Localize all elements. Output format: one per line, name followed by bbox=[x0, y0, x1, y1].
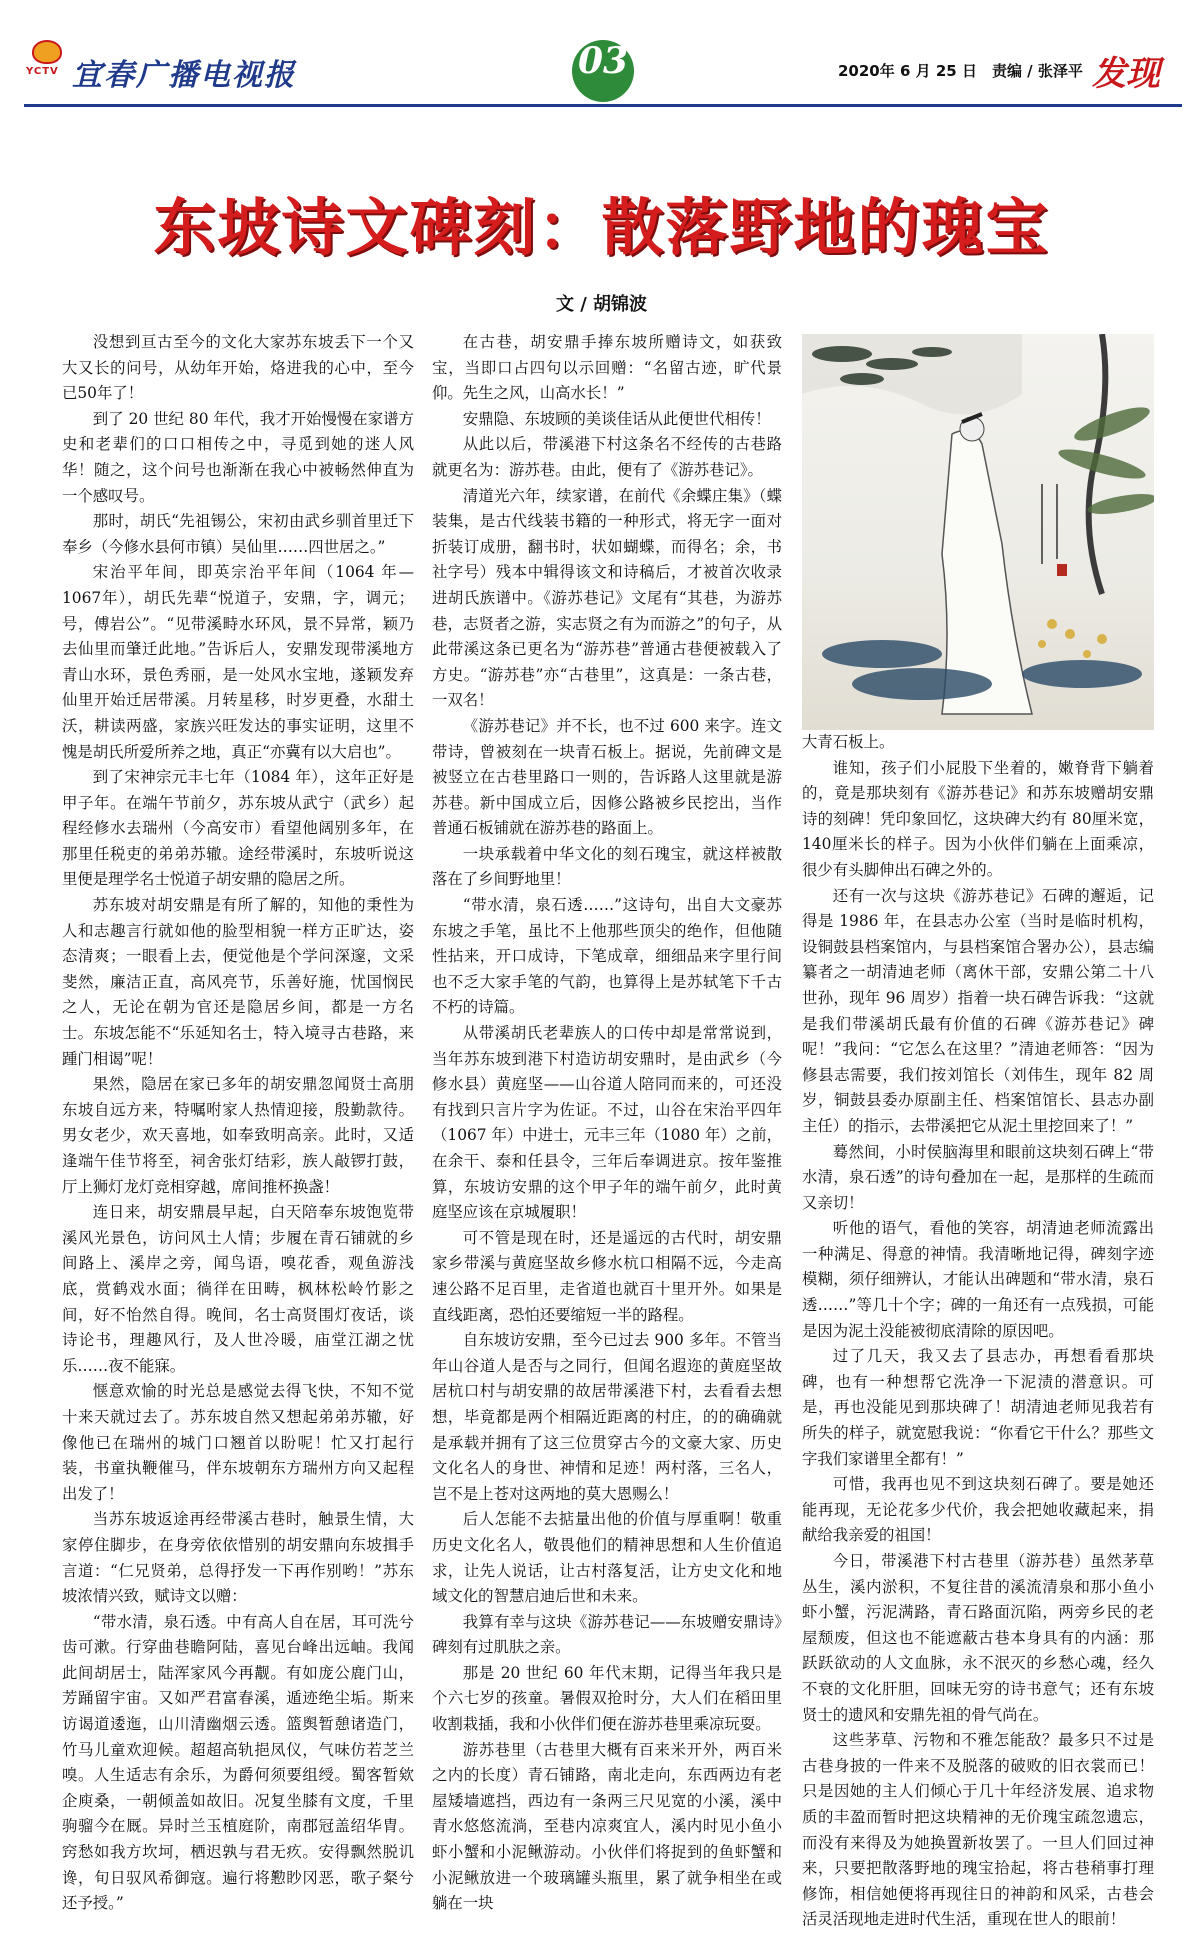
paragraph: 后人怎能不去掂量出他的价值与厚重啊！敬重历史文化名人，敬畏他们的精神思想和人生价值追求，让先人说话，让古村落复活，让方史文化和地域文化的智慧启迪后世和未来。 bbox=[432, 1510, 782, 1606]
paragraph: 还有一次与这块《游苏巷记》石碑的邂逅，记得是 1986 年，在县志办公室（当时是临时机构，设铜鼓县档案馆内，与县档案馆合署办公），县志编纂者之一胡清迪老师（离休干部，安鼎公第二十八世孙，现年 96 周岁）指着一块石碑告诉我：“这就是我们带溪胡氏最有价值的石碑《游苏巷记》碑呢！”我问：“它怎么在这里？”清迪老师答：“因为修县志需要，我们按刘馆长（刘伟生，现年 82 周岁，铜鼓县委办原副主任、档案馆馆长、县志办副主任）的指示，去带溪把它从泥土里挖回来了！” bbox=[802, 886, 1154, 1135]
paragraph: 谁知，孩子们小屁股下坐着的，嫩脊背下躺着的，竟是那块刻有《游苏巷记》和苏东坡赠胡安鼎诗的刻碑！凭印象回忆，这块碑大约有 80厘米宽，140厘米长的样子。因为小伙伴们躺在上面乘凉，很少有头脚伸出石碑之外的。 bbox=[802, 758, 1154, 879]
paragraph: 游苏巷里（古巷里大概有百来米开外，两百米之内的长度）青石铺路，南北走向，东西两边有老屋矮墙遮挡，西边有一条两三尺见宽的小溪，溪中青水悠悠流淌，至巷内凉爽宜人，溪内时见小鱼小虾小蟹和小泥鳅游动。小伙伴们将捉到的鱼虾蟹和小泥鳅放进一个玻璃罐头瓶里，累了就争相坐在或躺在一块 bbox=[432, 1740, 782, 1913]
paragraph: 大青石板上。 bbox=[802, 733, 895, 751]
paragraph: 《游苏巷记》并不长，也不过 600 来字。连文带诗，曾被刻在一块青石板上。据说，先前碑文是被竖立在古巷里路口一则的，告诉路人这里就是游苏巷。新中国成立后，因修公路被乡民挖出，当作普通石板铺就在游苏巷的路面上。 bbox=[432, 716, 782, 838]
ink-painting-of-su-dongpo-icon bbox=[802, 334, 1154, 730]
paragraph: 一块承载着中华文化的刻石瑰宝，就这样被散落在了乡间野地里！ bbox=[432, 844, 782, 889]
paragraph: 苏东坡对胡安鼎是有所了解的，知他的秉性为人和志趣言行就如他的脸型相貌一样方正旷达，姿态清爽；一眼看上去，便觉他是个学问深邃，文采斐然，廉洁正直，高风亮节，乐善好施，忧国悯民之人，无论在朝为官还是隐居乡间，都是一方名士。东坡怎能不“乐延知名士，特入境寻古巷路，来踵门相谒”呢！ bbox=[62, 896, 414, 1068]
paragraph: 到了宋神宗元丰七年（1084 年），这年正好是甲子年。在端午节前夕，苏东坡从武宁（武乡）起程经修水去瑞州（今高安市）看望他阔别多年，在那里任税吏的弟弟苏辙。途经带溪时，东坡听说这里便是理学名士悦道子胡安鼎的隐居之所。 bbox=[62, 768, 414, 889]
paragraph: 宋治平年间，即英宗治平年间（1064 年—1067年），胡氏先辈“悦道子，安鼎，字，调元；号，傅岩公”。“见带溪畤水环风，景不异常，颖乃去仙里而肇迁此地。”告诉后人，安鼎发现带溪地方青山水环，景色秀丽，是一处风水宝地，遂颖发弃仙里开始迁居带溪。月转星移，时岁更叠，水甜土沃，耕读两盛，家族兴旺发达的事实证明，这里不愧是胡氏所爱所养之地，真正“亦冀有以大启也”。 bbox=[62, 563, 414, 761]
paragraph: 我算有幸与这块《游苏巷记——东坡赠安鼎诗》碑刻有过肌肤之亲。 bbox=[432, 1612, 782, 1657]
sun-logo-icon bbox=[32, 40, 62, 64]
paragraph: 惬意欢愉的时光总是感觉去得飞快，不知不觉十来天就过去了。苏东坡自然又想起弟弟苏辙，好像他已在瑞州的城门口翘首以盼呢！忙又打起行装，书童执鞭催马，伴东坡朝东方瑞州方向又起程出发了！ bbox=[62, 1382, 414, 1503]
paragraph: 在古巷，胡安鼎手捧东坡所赠诗文，如获致宝，当即口占四句以示回赠：“名留古迹，旷代景仰。先生之风，山高水长！” bbox=[432, 333, 782, 403]
paragraph: 自东坡访安鼎，至今已过去 900 多年。不管当年山谷道人是否与之同行，但闻名遐迩的黄庭坚故居杭口村与胡安鼎的故居带溪港下村，去看看去想想，毕竟都是两个相隔近距离的村庄，的的确确就是承载并拥有了这三位贯穿古今的文豪大家、历史文化名人的身世、神情和足迹！两村落，三名人，岂不是上苍对这两地的莫大恩赐么！ bbox=[432, 1331, 782, 1503]
paragraph: 听他的语气，看他的笑容，胡清迪老师流露出一种满足、得意的神情。我清晰地记得，碑刻字迹模糊，须仔细辨认，才能认出碑题和“带水清，泉石透……”等几十个字；碑的一角还有一点残损，可能是因为泥土没能被彻底清除的原因吧。 bbox=[802, 1219, 1154, 1340]
paragraph: 那是 20 世纪 60 年代末期，记得当年我只是个六七岁的孩童。暑假双抢时分，大人们在稻田里收割栽插，我和小伙伴们便在游苏巷里乘凉玩耍。 bbox=[432, 1663, 782, 1734]
paragraph: 安鼎隐、东坡顾的美谈佳话从此便世代相传！ bbox=[462, 409, 771, 428]
paragraph: 当苏东坡返途再经带溪古巷时，触景生情，大家停住脚步，在身旁依依惜别的胡安鼎向东坡揖手言道：“仁兄贤弟，总得抒发一下再作别哟！”苏东坡浓情兴致，赋诗文以赠： bbox=[62, 1510, 414, 1606]
masthead bbox=[0, 0, 1203, 120]
paragraph: 到了 20 世纪 80 年代，我才开始慢慢在家谱方史和老辈们的口口相传之中，寻觅到她的迷人风华！随之，这个问号也渐渐在我心中被畅然伸直为一个感叹号。 bbox=[62, 409, 414, 505]
paragraph: 这些茅草、污物和不雅怎能敌？最多只不过是古巷身披的一件来不及脱落的破败的旧衣裳而已！只是因她的主人们倾心于几十年经济发展、追求物质的丰盈而暂时把这块精神的无价瑰宝疏忽遗忘，而没有来得及为她换置新妆罢了。一旦人们回过神来，只要把散落野地的瑰宝拾起，将古巷稍事打理修饰，相信她便将再现往日的神韵和风采，古巷会活灵活现地走进时代生活，重现在世人的眼前！ bbox=[802, 1731, 1154, 1929]
masthead-divider bbox=[24, 104, 1182, 107]
page-number-badge: 03 bbox=[572, 40, 634, 102]
paragraph: “带水清，泉石透……”这诗句，出自大文豪苏东坡之手笔，虽比不上他那些顶尖的绝作，但他随性拈来，开口成诗，下笔成章，细细品来字里行间也不乏大家手笔的气韵，也算得上是苏轼笔下千古不朽的诗篇。 bbox=[432, 896, 782, 1017]
poem-paragraph: “带水清，泉石透。中有高人自在居，耳可洗兮齿可漱。行穿曲巷瞻阿陆，喜见台峰出远岫。我闻此间胡居士，陆浑家风今再觏。有如庞公鹿门山，芳踊留宇宙。又如严君富春溪，遁迹绝尘垢。斯来访谒道逶迤，山川清幽烟云透。篮舆暂憩诸造门，竹马儿童欢迎候。超超高轨挹凤仪，气味仿若芝兰嗅。人生适志有余乐，为爵何须要组绶。蜀客暂欸企庾桑，一朝倾盖如故旧。况复坐膝有文度，千里驹骝今在厩。异时兰玉植庭阶，南郡冠盖绍华胄。窍愁如我方坎坷，栖迟孰与君无疚。安得飘然脱讥谗，旬日驭风希御寇。遍行将懃眇冈恶，歌子粲兮还予授。” bbox=[62, 1612, 414, 1913]
paragraph: 今日，带溪港下村古巷里（游苏巷）虽然茅草丛生，溪内淤积，不复往昔的溪流清泉和那小鱼小虾小蟹，污泥满路，青石路面沉陷，两旁乡民的老屋颓废，但这也不能遮蔽古巷本身具有的内涵：那跃跃欲动的人文血脉，永不泯灭的乡愁心魂，经久不衰的文化肝胆，回味无穷的诗书意气；还有东坡贤士的遗风和安鼎先祖的骨气尚在。 bbox=[802, 1552, 1154, 1724]
paragraph: 可惜，我再也见不到这块刻石碑了。要是她还能再现，无论花多少代价，我会把她收藏起来，捐献给我亲爱的祖国！ bbox=[802, 1475, 1154, 1545]
paragraph: 清道光六年，续家谱，在前代《余蝶庄集》（蝶装集，是古代线装书籍的一种形式，将无字一面对折装订成册，翻书时，状如蝴蝶，而得名；余，书社字号）残本中辑得该文和诗稿后，才被首次收录进胡氏族谱中。《游苏巷记》文尾有“其巷，为游苏巷，志贤者之游，实志贤之有为而游之”的句子，从此带溪这条已更名为“游苏巷”普通古巷便被载入了方史。“游苏巷”亦“古巷里”，这真是：一条古巷，一双名！ bbox=[432, 486, 782, 710]
paragraph: 从带溪胡氏老辈族人的口传中却是常常说到，当年苏东坡到港下村造访胡安鼎时，是由武乡（今修水县）黄庭坚——山谷道人陪同而来的，可还没有找到只言片字为佐证。不过，山谷在宋治平四年（1067 年）中进士，元丰三年（1080 年）之前，在余干、泰和任县令，三年后奉调进京。按年鉴推算，东坡访安鼎的这个甲子年的端午前夕，此时黄庭坚应该在京城履职！ bbox=[432, 1024, 782, 1222]
article-column-1 bbox=[62, 330, 414, 1917]
paragraph: 那时，胡氏“先祖锡公，宋初由武乡驯首里迁下奉乡（今修水县何市镇）吴仙里……四世居之。” bbox=[62, 512, 414, 556]
section-name: 发现 bbox=[1092, 54, 1160, 94]
paragraph: 从此以后，带溪港下村这条名不经传的古巷路就更名为：游苏巷。由此，便有了《游苏巷记》。 bbox=[432, 435, 782, 479]
yctv-logo bbox=[26, 38, 70, 82]
article-headline: 东坡诗文碑刻：散落野地的瑰宝 bbox=[153, 191, 1050, 264]
paragraph: 可不管是现在时，还是遥远的古代时，胡安鼎家乡带溪与黄庭坚故乡修水杭口相隔不远，今走高速公路不足百里，走省道也就百十里开外。如果是直线距离，恐怕还要缩短一半的路程。 bbox=[432, 1228, 782, 1324]
paragraph: 没想到亘古至今的文化大家苏东坡丢下一个又大又长的问号，从幼年开始，烙进我的心中，至今已50年了！ bbox=[62, 333, 414, 403]
paragraph: 连日来，胡安鼎晨早起，白天陪奉东坡饱览带溪风光景色，访问风土人情；步履在青石铺就的乡间路上、溪岸之旁，闻鸟语，嗅花香，观鱼游浅底，赏鹤戏水面；徜徉在田畴，枫林松岭竹影之间，好不怡然自得。晚间，名士高贤围灯夜话，谈诗论书，理趣风行，及人世冷暖，庙堂江湖之忧乐……夜不能寐。 bbox=[62, 1203, 414, 1375]
paragraph: 果然，隐居在家已多年的胡安鼎忽闻贤士高朋东坡自远方来，特嘱咐家人热情迎接，殷勤款待。男女老少，欢天喜地，如奉致明高亲。此时，又适逢端午佳节将至，祠舍张灯结彩，族人敲锣打鼓，厅上狮灯龙灯竞相穿越，席间推杯换盏！ bbox=[62, 1075, 414, 1196]
newspaper-name: 宜春广播电视报 bbox=[72, 58, 296, 93]
logo-text: YCTV bbox=[26, 66, 59, 77]
article-byline: 文 / 胡锦波 bbox=[555, 294, 648, 315]
article-column-3 bbox=[802, 730, 1154, 1933]
paragraph: 蓦然间，小时侯脑海里和眼前这块刻石碑上“带水清，泉石透”的诗句叠加在一起，是那样的生疏而又亲切！ bbox=[802, 1142, 1154, 1212]
paragraph: 过了几天，我又去了县志办，再想看看那块碑，也有一种想帮它洗净一下泥渍的潜意识。可是，再也没能见到那块碑了！胡清迪老师见我若有所失的样子，就宽慰我说：“你看它干什么？那些文字我们家谱里全都有！” bbox=[802, 1347, 1154, 1468]
article-column-2 bbox=[432, 330, 782, 1917]
date-and-editor: 2020年 6 月 25 日 责编 / 张泽平 bbox=[838, 62, 1083, 80]
